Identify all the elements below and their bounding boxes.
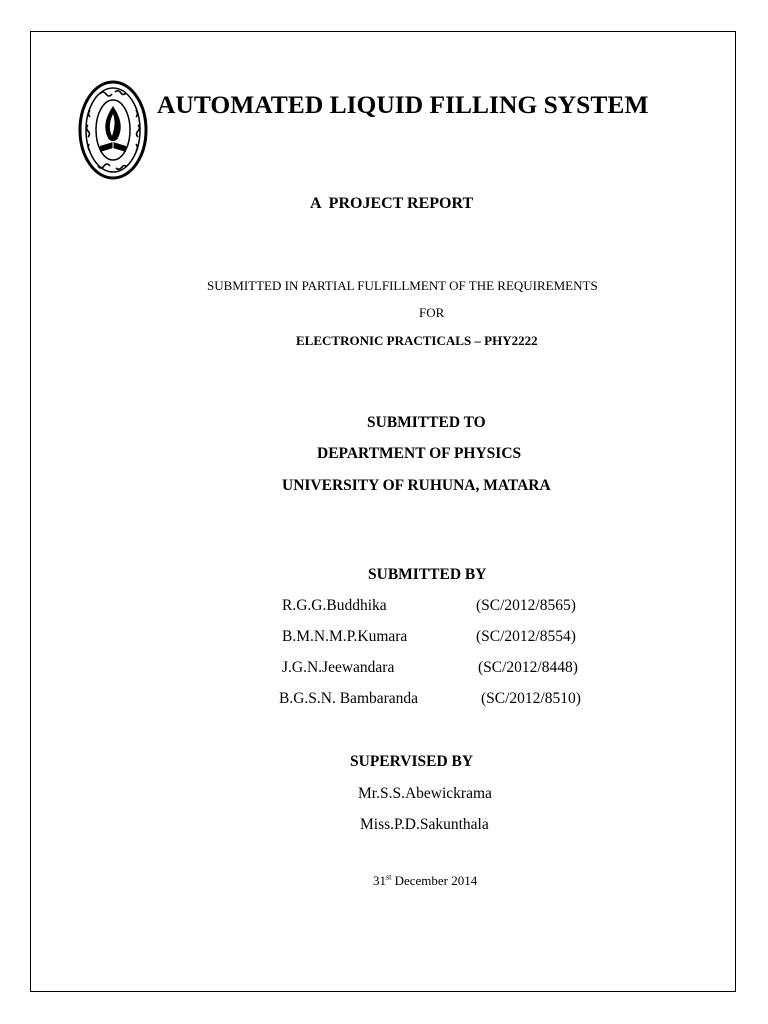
department-name: DEPARTMENT OF PHYSICS <box>317 445 522 462</box>
student-id: (SC/2012/8565) <box>476 597 576 614</box>
student-name: B.G.S.N. Bambaranda <box>279 690 419 707</box>
supervised-by-heading: SUPERVISED BY <box>350 753 474 770</box>
student-name: J.G.N.Jeewandara <box>282 659 395 676</box>
submitted-to-heading: SUBMITTED TO <box>367 414 486 431</box>
report-title: AUTOMATED LIQUID FILLING SYSTEM <box>157 90 649 119</box>
university-crest-icon <box>78 80 148 180</box>
student-id: (SC/2012/8448) <box>478 659 578 676</box>
report-date <box>373 873 477 889</box>
date-suffix: st <box>386 872 392 882</box>
date-day: 31 <box>373 873 386 888</box>
student-name: R.G.G.Buddhika <box>282 597 387 614</box>
date-rest: December 2014 <box>391 873 478 888</box>
student-id: (SC/2012/8554) <box>476 628 576 645</box>
course-name: ELECTRONIC PRACTICALS – PHY2222 <box>296 333 538 348</box>
submitted-by-heading: SUBMITTED BY <box>368 566 487 583</box>
supervisor-name: Mr.S.S.Abewickrama <box>358 785 492 802</box>
supervisor-name: Miss.P.D.Sakunthala <box>360 816 489 833</box>
submission-line-1: SUBMITTED IN PARTIAL FULFILLMENT OF THE REQUIREMENTS <box>207 278 598 293</box>
student-name: B.M.N.M.P.Kumara <box>282 628 408 645</box>
student-id: (SC/2012/8510) <box>481 690 581 707</box>
university-name: UNIVERSITY OF RUHUNA, MATARA <box>282 477 551 494</box>
report-type: A PROJECT REPORT <box>310 195 474 212</box>
submission-line-2: FOR <box>419 305 445 320</box>
